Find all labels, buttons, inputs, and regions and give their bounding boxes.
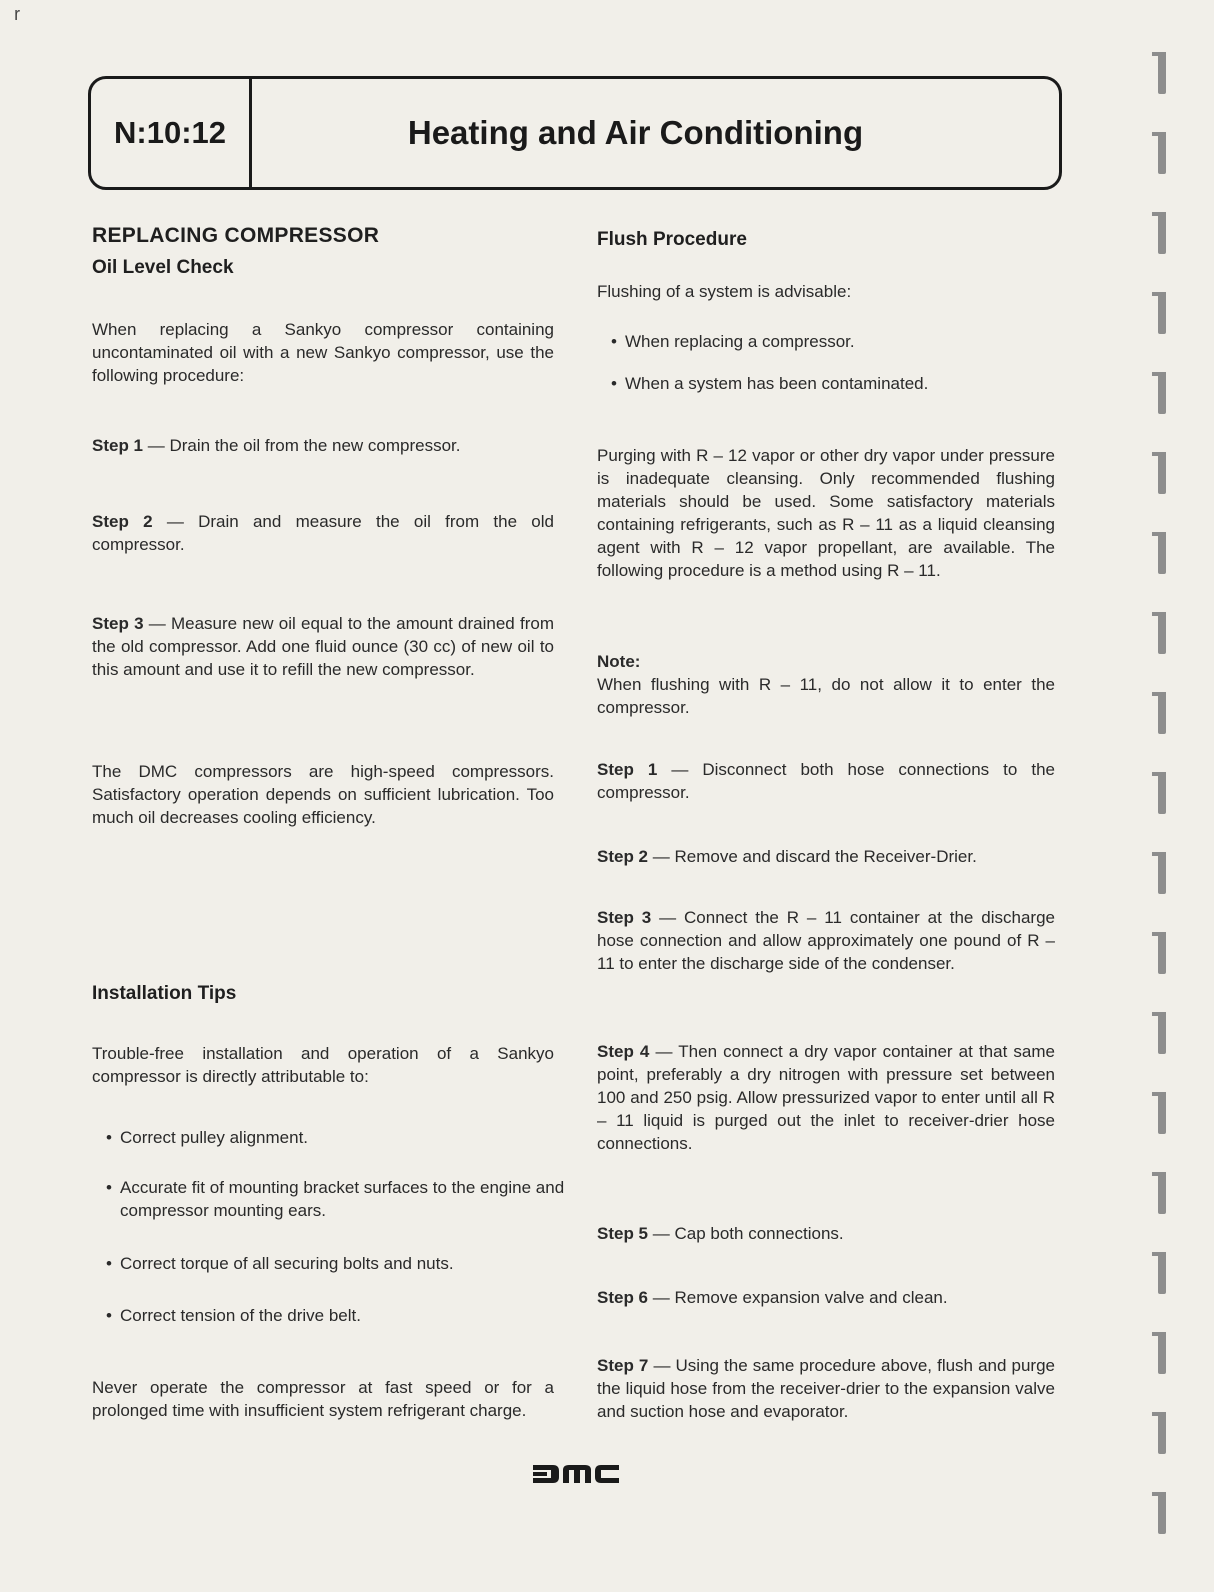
list-item-text: Accurate fit of mounting bracket surfaces to the engine and compressor mounting ears. — [120, 1178, 565, 1220]
bullet-icon: • — [106, 1306, 112, 1325]
step-text: — Using the same procedure above, flush and purge the liquid hose from the receiver-drier to the expansion valve and suction hose and evaporator. — [597, 1356, 1055, 1421]
list-item-text: When replacing a compressor. — [625, 332, 855, 351]
page-tab-mark — [1158, 1172, 1166, 1214]
right-step-4 — [597, 1040, 1055, 1155]
left-step-3 — [92, 612, 554, 681]
dmc-compressor-note: The DMC compressors are high-speed compressors. Satisfactory operation depends on sufficient lubrication. Too much oil decreases cooling efficiency. — [92, 762, 554, 827]
page-tab-mark — [1158, 292, 1166, 334]
installation-tips-intro: Trouble-free installation and operation of a Sankyo compressor is directly attributable to: — [92, 1044, 554, 1086]
page-tab-mark — [1158, 52, 1166, 94]
step-text: — Remove expansion valve and clean. — [648, 1288, 948, 1307]
section-code: N:10:12 — [91, 79, 252, 187]
step-text: — Connect the R – 11 container at the discharge hose connection and allow approximately one pound of R – 11 to enter the discharge side of the condenser. — [597, 908, 1055, 973]
page-tab-mark — [1158, 1012, 1166, 1054]
page-tab-mark — [1158, 1412, 1166, 1454]
page-tab-mark — [1158, 1332, 1166, 1374]
right-step-7 — [597, 1354, 1055, 1423]
bullet-icon: • — [611, 374, 617, 393]
section-heading-replacing-compressor: REPLACING COMPRESSOR — [92, 224, 380, 247]
step-text: — Remove and discard the Receiver-Drier. — [648, 847, 977, 866]
page-tab-mark — [1158, 132, 1166, 174]
step-label: Step 1 — [92, 436, 144, 455]
right-step-1 — [597, 758, 1055, 804]
list-item — [92, 1304, 568, 1327]
subheading-installation-tips: Installation Tips — [92, 983, 237, 1004]
bullet-icon: • — [611, 332, 617, 351]
list-item-text: Correct torque of all securing bolts and nuts. — [120, 1254, 454, 1273]
step-label: Step 5 — [597, 1224, 649, 1243]
step-text: — Cap both connections. — [648, 1224, 844, 1243]
right-step-2 — [597, 845, 1055, 868]
list-item — [92, 1252, 568, 1275]
operation-warning: Never operate the compressor at fast speed or for a prolonged time with insufficient system refrigerant charge. — [92, 1378, 554, 1420]
step-text: — Then connect a dry vapor container at that same point, preferably a dry nitrogen with pressure set between 100 and 250 psig. Allow pressurized vapor to enter until all R – 11 liquid is purged out the inlet to receiver-drier hose connections. — [597, 1042, 1055, 1153]
page-tab-mark — [1158, 1492, 1166, 1534]
list-item-text: When a system has been contaminated. — [625, 374, 929, 393]
subheading-oil-level-check: Oil Level Check — [92, 257, 234, 278]
right-step-3 — [597, 906, 1055, 975]
page-tab-mark — [1158, 1092, 1166, 1134]
step-label: Step 4 — [597, 1042, 650, 1061]
step-text: — Disconnect both hose connections to the compressor. — [597, 760, 1055, 802]
page-tab-mark — [1158, 212, 1166, 254]
step-text: — Drain and measure the oil from the old compressor. — [92, 512, 554, 554]
list-item — [92, 1126, 568, 1149]
page-tab-mark — [1158, 612, 1166, 654]
step-label: Step 3 — [597, 908, 652, 927]
scan-artifact-mark: ʳ — [14, 2, 21, 32]
left-step-1 — [92, 434, 554, 457]
oil-check-intro: When replacing a Sankyo compressor containing uncontaminated oil with a new Sankyo compressor, use the following procedure: — [92, 320, 554, 385]
list-item — [597, 330, 1069, 353]
subheading-flush-procedure: Flush Procedure — [597, 229, 747, 250]
step-label: Step 2 — [597, 847, 649, 866]
flush-intro: Flushing of a system is advisable: — [597, 282, 852, 301]
step-label: Step 1 — [597, 760, 658, 779]
page-tab-mark — [1158, 772, 1166, 814]
page-tab-mark — [1158, 692, 1166, 734]
step-label: Step 2 — [92, 512, 153, 531]
page-tab-mark — [1158, 932, 1166, 974]
bullet-icon: • — [106, 1128, 112, 1147]
step-label: Step 3 — [92, 614, 144, 633]
note-label: Note: — [597, 652, 641, 671]
purging-paragraph: Purging with R – 12 vapor or other dry vapor under pressure is inadequate cleansing. Only recommended flushing materials should be used. Some satisfactory materials containing refrigerants, such as R – 11 as a liquid cleansing agent with R – 12 vapor propellant, are available. The following procedure is a method using R – 11. — [597, 446, 1055, 580]
page-tab-mark — [1158, 372, 1166, 414]
step-label: Step 6 — [597, 1288, 649, 1307]
left-step-2 — [92, 510, 554, 556]
page-tab-mark — [1158, 1252, 1166, 1294]
dmc-logo — [531, 1462, 621, 1486]
page-tab-mark — [1158, 852, 1166, 894]
list-item-text: Correct pulley alignment. — [120, 1128, 309, 1147]
right-step-6 — [597, 1286, 1055, 1309]
step-text: — Drain the oil from the new compressor. — [143, 436, 461, 455]
step-label: Step 7 — [597, 1356, 649, 1375]
list-item-text: Correct tension of the drive belt. — [120, 1306, 361, 1325]
list-item — [106, 1176, 568, 1222]
page-title: Heating and Air Conditioning — [407, 114, 864, 151]
bullet-icon: • — [106, 1254, 112, 1273]
list-item — [597, 372, 1069, 395]
note-text: When flushing with R – 11, do not allow it to enter the compressor. — [597, 675, 1055, 717]
page-tab-mark — [1158, 532, 1166, 574]
step-text: — Measure new oil equal to the amount drained from the old compressor. Add one fluid ounce (30 cc) of new oil to this amount and use it to refill the new compressor. — [92, 614, 554, 679]
section-header — [88, 76, 1062, 190]
page-tab-mark — [1158, 452, 1166, 494]
right-step-5 — [597, 1222, 1055, 1245]
bullet-icon: • — [106, 1178, 112, 1197]
